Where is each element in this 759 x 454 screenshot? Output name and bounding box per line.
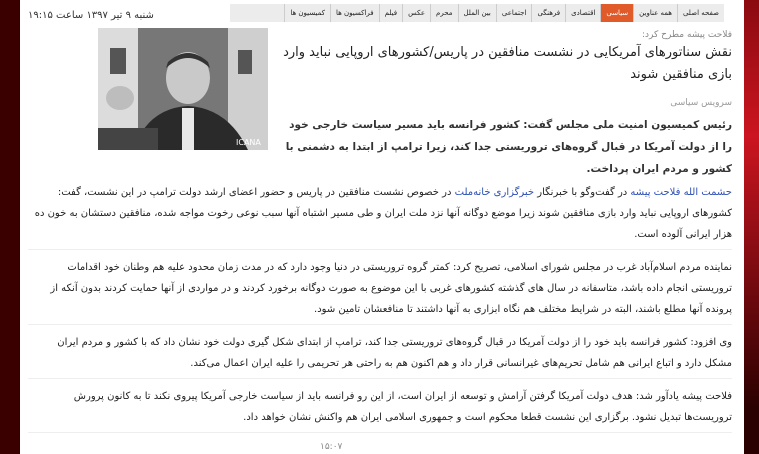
article-kicker: فلاحت پیشه مطرح کرد: [642,30,732,40]
top-navigation [230,4,724,22]
article-headline: نقش سناتورهای آمریکایی در نشست منافقین در پاریس/کشورهای اروپایی نباید وارد بازی منافقین شوند [283,45,732,82]
article-lead: رئیس کمیسیون امنیت ملی مجلس گفت: کشور فرانسه باید مسیر سیاست خارجی خود را از دولت آمریکا در قبال گروه‌های تروریستی جدا کند، زیرا ترامپ از ابتدا به دشمنی با کشور و مردم ایران پرداخت. [285,119,732,175]
article-body [28,182,732,440]
publish-date: شنبه ۹ تیر ۱۳۹۷ ساعت ۱۹:۱۵ [28,10,154,21]
video-timestamp: ۱۵:۰۷ [320,442,343,452]
nav-item-factions[interactable]: فراکسیون ها [330,4,379,22]
article-photo[interactable] [98,28,268,150]
article-page [20,0,744,454]
nav-item-economy[interactable]: اقتصادی [565,4,600,22]
article-paragraph: وی افزود: کشور فرانسه باید خود را از دولت آمریکا در قبال گروه‌های تروریستی جدا کند، ترامپ از ابتدای شکل گیری دولت خود نشان داد که با کشور و مردم ایران مشکل دارد و اتباع ایرانی هم شامل تحریم‌های غیرانسانی قرار داد و هم اکنون هم به راحتی هر تحریمی را علیه ایران اعمال می‌کند. [28,332,732,379]
nav-item-international[interactable]: بین الملل [458,4,496,22]
nav-item-photo[interactable]: عکس [402,4,430,22]
article-service: سرویس سیاسی [670,98,732,108]
article-paragraph: فلاحت پیشه یادآور شد: هدف دولت آمریکا گرفتن آرامش و توسعه از ایران است، از این رو فرانسه باید از سیاست خارجی آمریکا پیروی نکند تا به کانون پرورش تروریست‌ها تبدیل نشود. برگزاری این نشست قطعا محکوم است و جمهوری اسلامی ایران هم واکنش نشان خواهد داد. [28,386,732,433]
nav-item-home[interactable]: صفحه اصلی [677,4,724,22]
article-paragraph: حشمت الله فلاحت پیشه در گفت‌وگو با خبرنگار خبرگزاری خانه‌ملت در خصوص نشست منافقین در پاریس و حضور اعضای ارشد دولت ترامپ در این نشست، گفت: کشورهای اروپایی نباید وارد بازی منافقین شوند زیرا موضع دوگانه آنها نزد ملت ایران و طی مسیر اشتباه آنها سبب نوعی رخوت مواجه شده، منافقین دستشان به خون ده هزار ایرانی آلوده است. [28,182,732,250]
nav-item-muharram[interactable]: محرم [430,4,457,22]
link-news-agency[interactable]: خبرگزاری خانه‌ملت [454,187,535,198]
nav-item-commissions[interactable]: کمیسیون ها [284,4,330,22]
nav-item-video[interactable]: فیلم [379,4,402,22]
nav-item-culture[interactable]: فرهنگی [531,4,565,22]
nav-item-politics[interactable]: سیاسی [600,4,633,22]
article-paragraph: نماینده مردم اسلام‌آباد غرب در مجلس شورای اسلامی، تصریح کرد: کمتر گروه تروریستی در دنیا وجود دارد که در مدت زمان محدود علیه هم وطنان خود اقدامات تروریستی انجام داده باشد، متاسفانه در سال های گذشته کشورهای غربی با این موضوع به صورت دوگانه برخورد کردند و در مواردی از آنها حمایت کردند بدون آنکه از پرونده آنها مطلع باشند، البته در شرایط مختلف هم نگاه ابزاری به آنها داشتند تا منافعشان تامین شود. [28,257,732,325]
link-speaker-name[interactable]: حشمت الله فلاحت پیشه [630,187,732,198]
nav-item-all-headlines[interactable]: همه عناوین [633,4,677,22]
background-left-edge [0,0,22,454]
nav-item-social[interactable]: اجتماعی [496,4,532,22]
photo-agency-logo: ICANA [236,138,261,147]
